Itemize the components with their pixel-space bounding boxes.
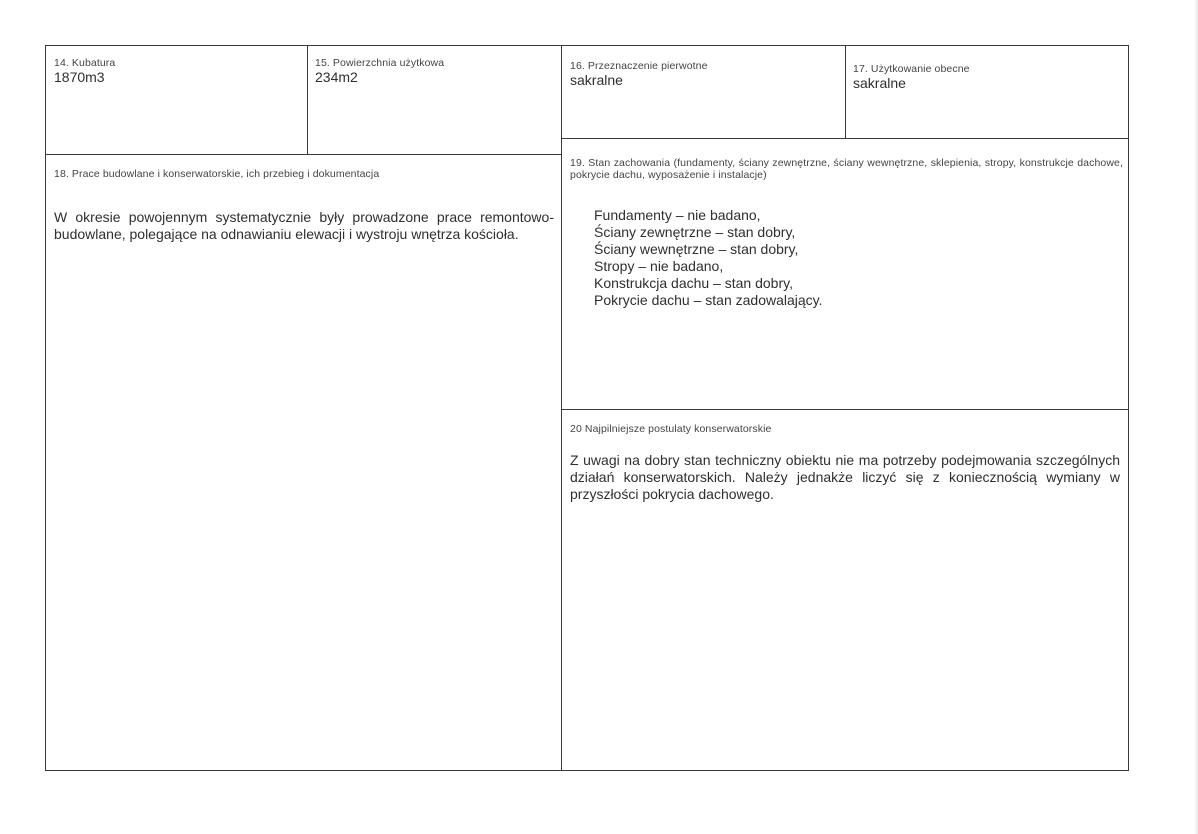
stan-item-konstrukcja-dachu: Konstrukcja dachu – stan dobry, [594, 275, 793, 291]
postulaty-label: 20 Najpilniejsze postulaty konserwatorskie [570, 423, 772, 435]
cell-uzytkowanie [853, 63, 1123, 91]
prace-text: W okresie powojennym systematycznie były prowadzone prace remontowo-budowlane, polegające na odnawianiu elewacji i wystroju wnętrza kościoła. [54, 209, 554, 242]
divider-h-left-top [46, 154, 562, 155]
stan-item-sciany-zewnetrzne: Ściany zewnętrzne – stan dobry, [594, 224, 796, 240]
stan-list [594, 207, 1123, 309]
powierzchnia-label: 15. Powierzchnia użytkowa [315, 57, 445, 69]
przeznaczenie-label: 16. Przeznaczenie pierwotne [570, 60, 708, 72]
divider-h-right-middle [562, 409, 1129, 410]
kubatura-value: 1870m3 [54, 69, 105, 85]
cell-stan [570, 157, 1123, 309]
cell-kubatura [54, 57, 302, 85]
cell-postulaty [570, 423, 1120, 503]
prace-label: 18. Prace budowlane i konserwatorskie, ich przebieg i dokumentacja [54, 168, 380, 180]
uzytkowanie-label: 17. Użytkowanie obecne [853, 63, 970, 75]
stan-label: 19. Stan zachowania (fundamenty, ściany zewnętrzne, ściany wewnętrzne, sklepienia, stropy, konstrukcje dachowe, pokrycie dachu, wyposażenie i instalacje) [570, 157, 1123, 181]
divider-v-14-15 [307, 46, 308, 154]
przeznaczenie-value: sakralne [570, 72, 623, 88]
stan-item-stropy: Stropy – nie badano, [594, 258, 724, 274]
cell-powierzchnia [315, 57, 555, 85]
powierzchnia-value: 234m2 [315, 69, 358, 85]
kubatura-label: 14. Kubatura [54, 57, 116, 69]
cell-prace [54, 168, 554, 243]
stan-item-sciany-wewnetrzne: Ściany wewnętrzne – stan dobry, [594, 241, 799, 257]
form-table [45, 45, 1129, 771]
stan-item-fundamenty: Fundamenty – nie badano, [594, 207, 761, 223]
divider-v-16-17 [845, 46, 846, 139]
divider-h-right-top [562, 138, 1129, 139]
uzytkowanie-value: sakralne [853, 75, 906, 91]
cell-przeznaczenie [570, 60, 840, 88]
stan-item-pokrycie-dachu: Pokrycie dachu – stan zadowalający. [594, 292, 823, 308]
scan-edge [1194, 0, 1198, 834]
postulaty-text: Z uwagi na dobry stan techniczny obiektu nie ma potrzeby podejmowania szczególnych działań konserwatorskich. Należy jednakże liczyć się z koniecznością wymiany w przyszłości pokrycia dachowego. [570, 452, 1120, 502]
